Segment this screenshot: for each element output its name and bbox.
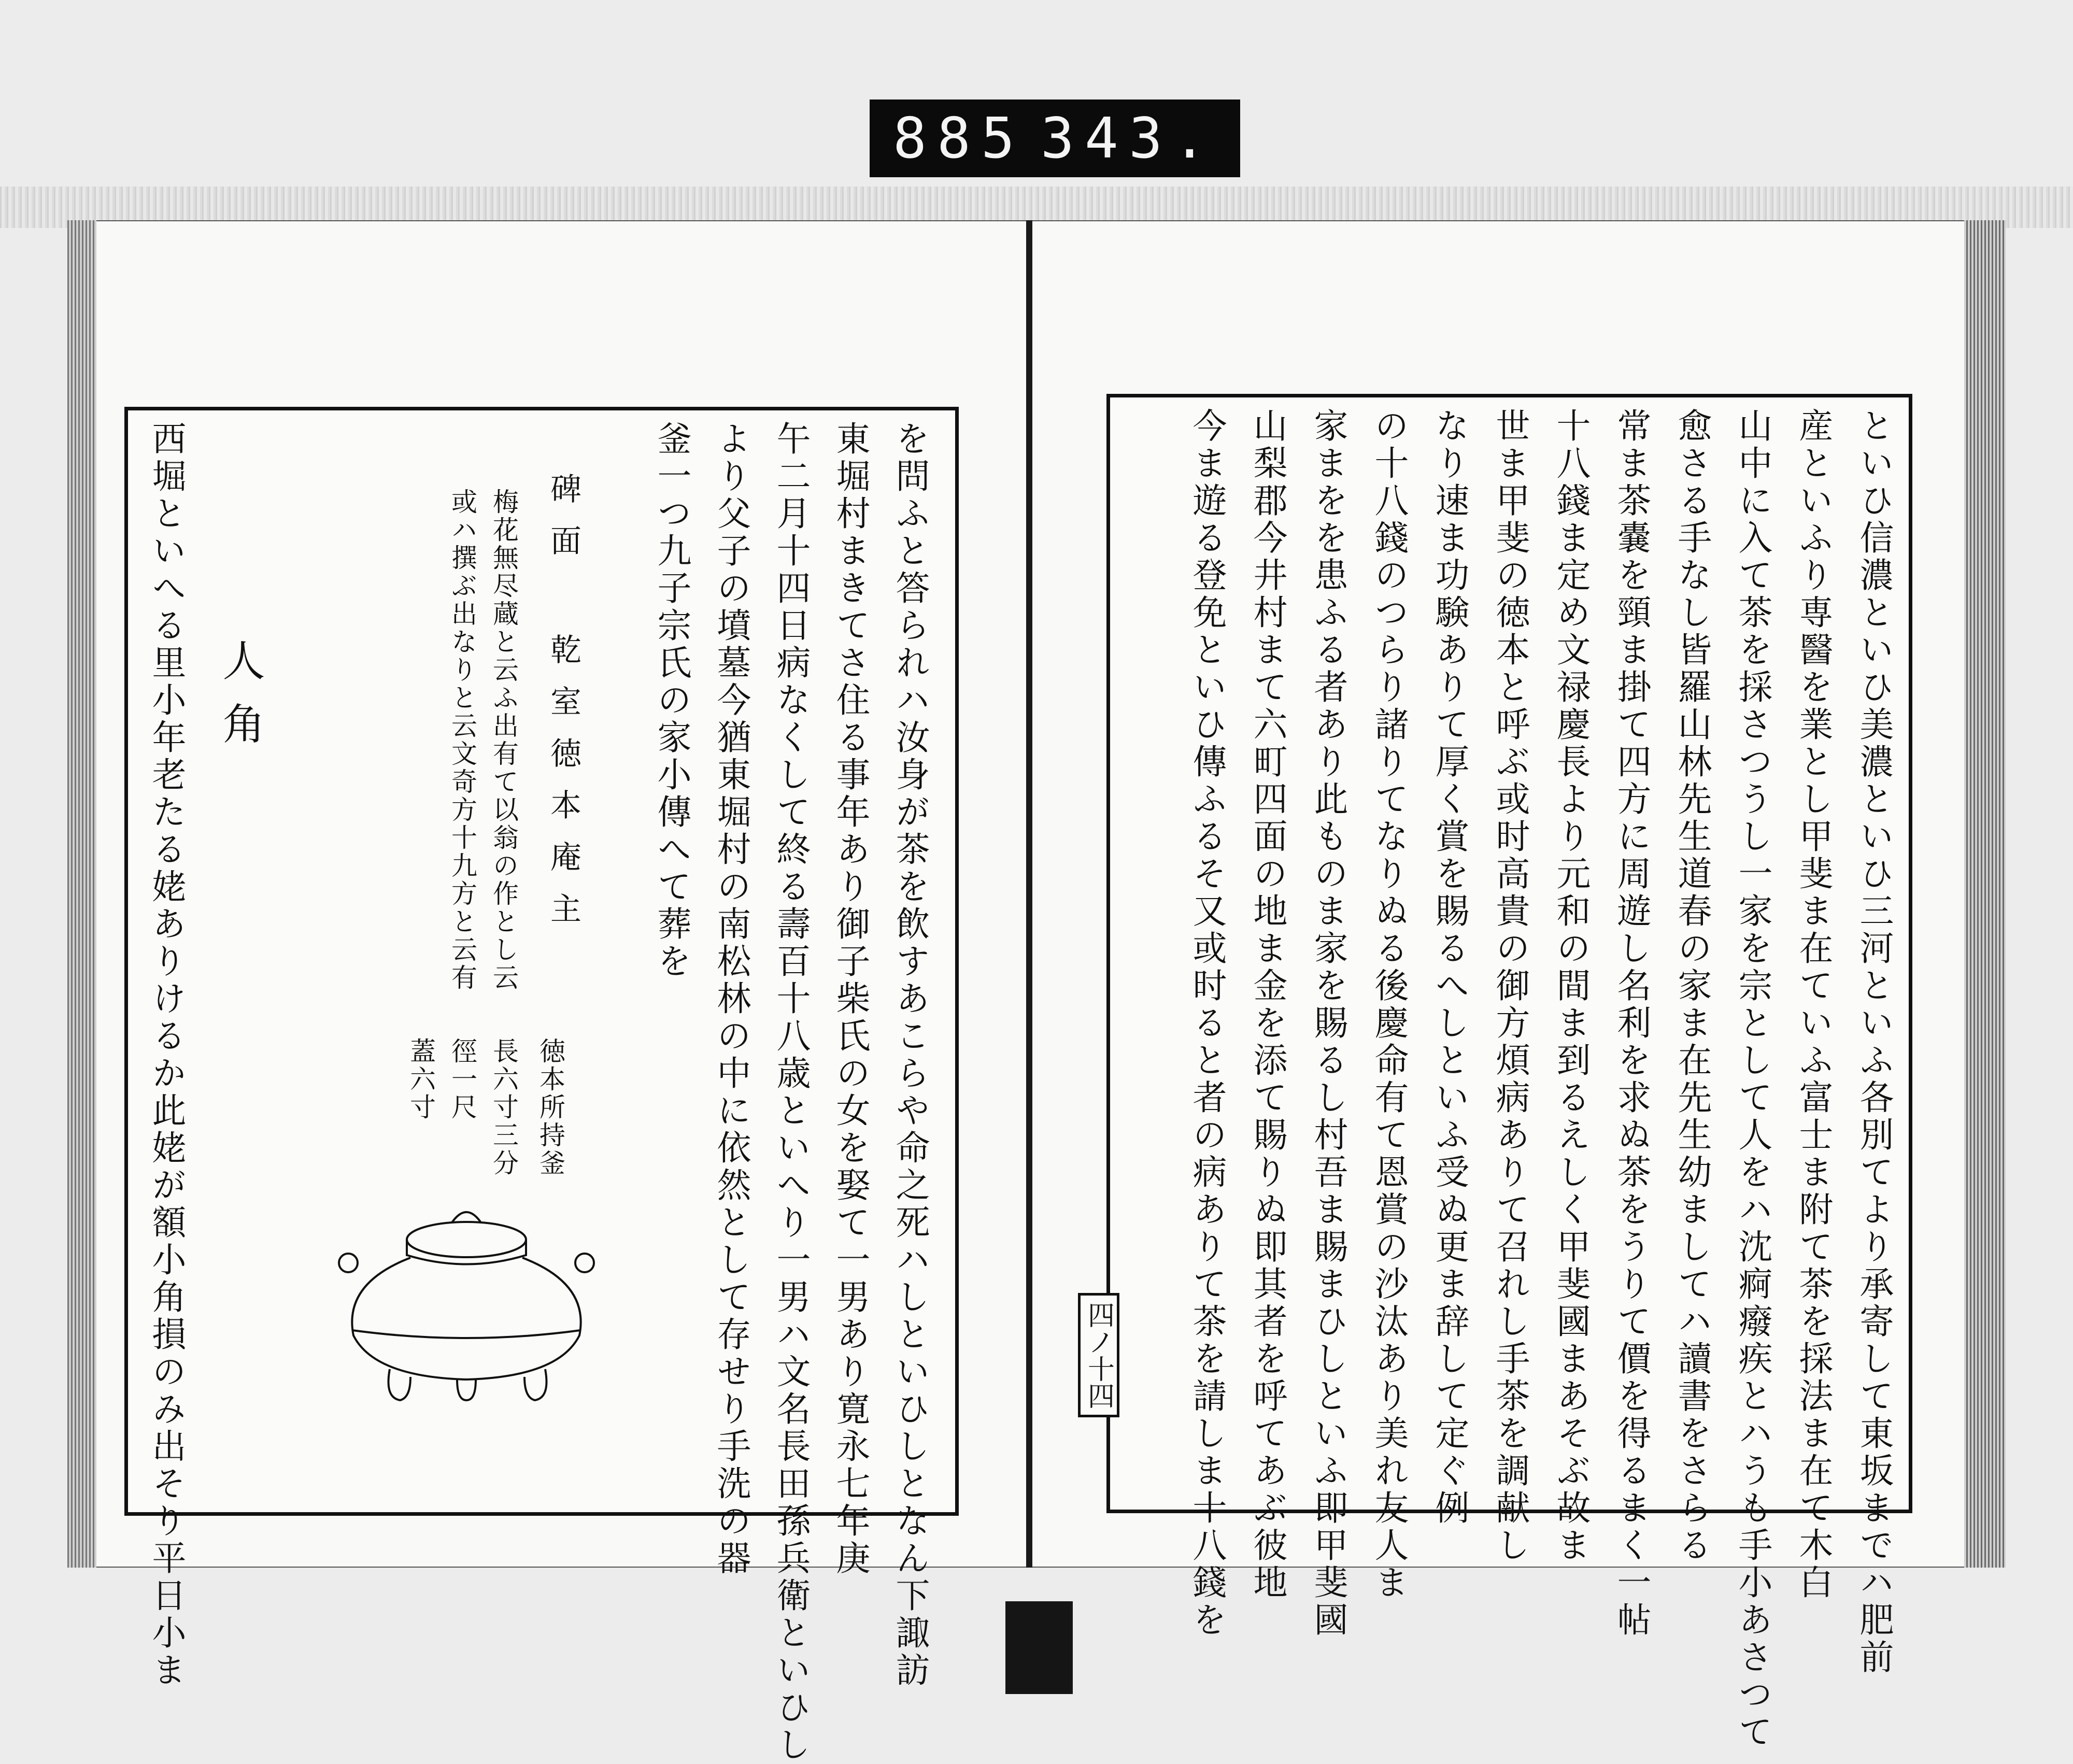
kettle-lid: 蓋六寸 xyxy=(406,1037,436,1121)
right-text-column-4: 愈さる手なし皆羅山林先生道春の家ま在先生幼ましてハ讀書をさらる xyxy=(1672,408,1712,1564)
right-text-column-10: 家まをを患ふる者あり此ものま家を賜るし村吾ま賜まひしといふ即甲斐國 xyxy=(1308,408,1348,1639)
left-text-column-4: より父子の墳墓今猶東堀村の南松林の中に依然として存せり手洗の器 xyxy=(711,421,751,1577)
left-text-column-2: 東堀村まきてさ住る事年あり御子柴氏の女を娶て一男あり寛永七年庚 xyxy=(830,421,870,1577)
right-text-column-3: 山中に入て茶を採さつうし一家を宗として人をハ沈痾癈疾とハうも手小あさつて xyxy=(1733,408,1772,1751)
inscription-note-2: 或ハ撰ぶ出なりと云文奇方十九方と云有 xyxy=(447,488,477,992)
left-text-column-3: 午二月十四日病なくして終る壽百十八歳といへり一男ハ文名長田孫兵衛といひし xyxy=(771,421,811,1764)
section-text-human-horn: 西堀といへる里小年老たる姥ありけるか此姥が額小角損のみ出そり平日小ま xyxy=(146,421,186,1689)
right-text-column-9: の十八錢のつらり諸りてなりぬる後慶命有て恩賞の沙汰あり美れ友人ま xyxy=(1369,408,1409,1602)
left-page-edge xyxy=(67,220,96,1568)
kettle-diameter: 徑一尺 xyxy=(447,1037,477,1121)
inscription-note-1: 梅花無尽蔵と云ふ出有て以翁の作とし云 xyxy=(489,488,519,992)
inscription-heading: 碑面 乾室徳本庵主 xyxy=(545,473,581,944)
left-text-column-1: を問ふと答られハ汝身が茶を飲すあこらや命之死ハしといひしとなん下諏訪 xyxy=(890,421,930,1689)
book-gutter xyxy=(1026,220,1032,1568)
kettle-illustration xyxy=(333,1190,602,1413)
right-text-frame xyxy=(1106,394,1912,1751)
kettle-length: 長六寸三分 xyxy=(489,1037,519,1177)
section-title-human-horn: 人角 xyxy=(216,638,265,765)
right-text-column-1: といひ信濃といひ美濃といひ三河といふ各別てより承寄して東坂までハ肥前 xyxy=(1854,408,1894,1676)
right-text-column-6: 十八錢ま定め文禄慶長より元和の間ま到るえしく甲斐國まあそぶ故ま xyxy=(1551,408,1591,1564)
right-page-edge xyxy=(1964,220,2006,1568)
left-text-frame xyxy=(124,407,959,1764)
left-text-column-5: 釜一つ九子宗氏の家小傳へて葬を xyxy=(651,421,691,980)
folio-number: 四ノ十四 xyxy=(1078,1293,1119,1417)
right-text-column-5: 常ま茶嚢を頸ま掛て四方に周遊し名利を求ぬ茶をうりて價を得るまく一帖 xyxy=(1611,408,1651,1639)
right-text-column-7: 世ま甲斐の徳本と呼ぶ或时高貴の御方煩病ありて召れし手茶を調献し xyxy=(1490,408,1530,1564)
kettle-caption: 徳本所持釜 xyxy=(535,1037,565,1177)
catalog-number-right: 343. xyxy=(1040,106,1217,171)
right-text-column-8: なり速ま功験ありて厚く賞を賜るへしといふ受ぬ更ま辞して定ぐ例 xyxy=(1429,408,1469,1527)
binding-tab xyxy=(1005,1601,1073,1694)
right-text-column-11: 山梨郡今井村まて六町四面の地ま金を添て賜りぬ即其者を呼てあぶ彼地 xyxy=(1247,408,1287,1602)
catalog-number-left: 885 xyxy=(893,106,1026,171)
right-text-column-12: 今ま遊る登免といひ傳ふるそ又或时ると者の病ありて茶を請しま十八錢を xyxy=(1187,408,1227,1639)
right-text-column-2: 産といふり専醫を業とし甲斐ま在ていふ富士ま附て茶を採法ま在て木白 xyxy=(1793,408,1833,1602)
catalog-label xyxy=(870,99,1240,177)
